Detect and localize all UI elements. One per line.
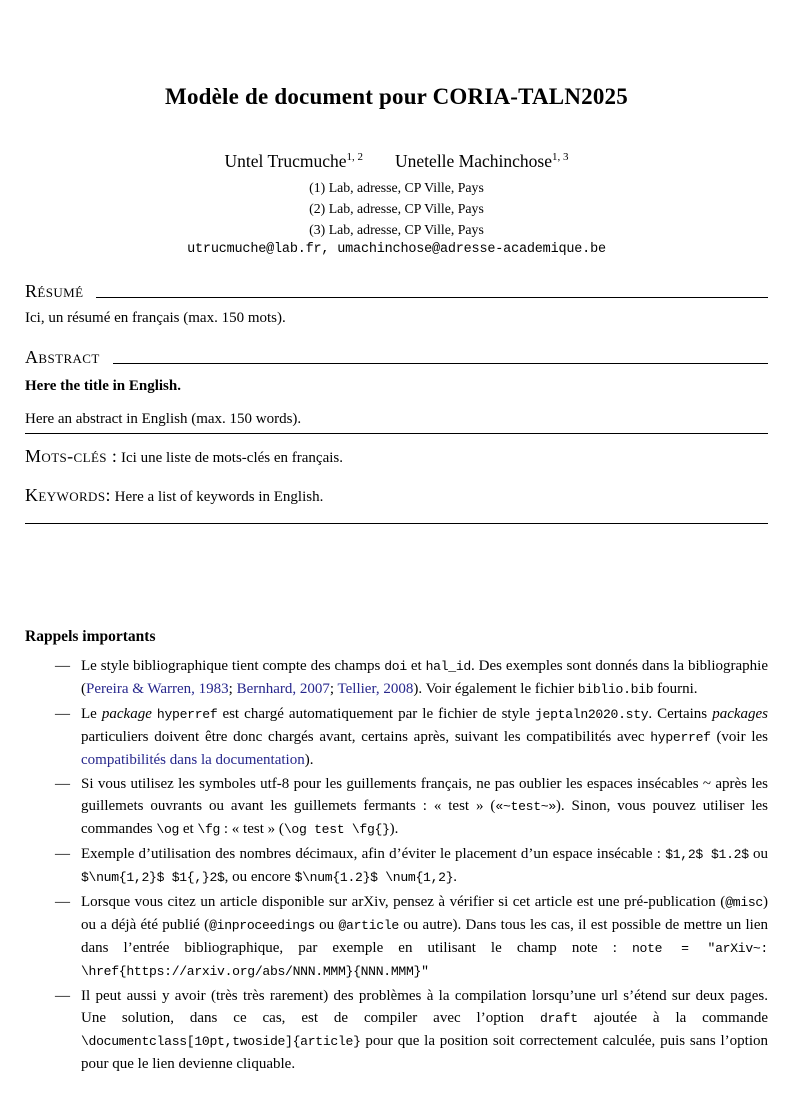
inline-code: \og test \fg{} <box>283 822 390 837</box>
text-segment: Le <box>81 706 102 722</box>
motscles-line <box>25 445 768 469</box>
text-segment: ). <box>304 752 314 768</box>
list-item <box>55 655 768 701</box>
hyperlink[interactable]: compatibilités dans la documentation <box>81 752 305 768</box>
text-segment: est chargé automatiquement par le fichier de style <box>217 706 535 722</box>
list-item <box>55 843 768 889</box>
item-text <box>81 843 768 889</box>
item-text <box>81 985 768 1075</box>
text-segment: (voir les <box>710 729 769 745</box>
affiliation-1: (1) Lab, adresse, CP Ville, Pays <box>309 180 484 195</box>
text-segment: Si vous utilisez les symboles utf-8 pour les guillements français, ne pas oublier les espaces insécables ~ après les guillemets ouvrants ou avant les guillemets fermants : « test » ( <box>81 776 768 814</box>
author-1-affiliation-marks: 1, 2 <box>346 151 364 164</box>
item-dash: — <box>55 706 70 722</box>
abstract-text: Here an abstract in English (max. 150 words). <box>25 409 768 434</box>
item-dash: — <box>55 894 70 910</box>
front-matter <box>25 281 768 524</box>
item-text <box>81 891 768 983</box>
abstract-header-row <box>25 347 768 367</box>
inline-code: jeptaln2020.sty <box>534 707 649 722</box>
inline-code: doi <box>384 659 407 674</box>
text-segment: ) ou a déjà été publié ( <box>81 894 768 933</box>
author-1 <box>225 151 364 171</box>
item-dash: — <box>55 846 70 862</box>
text-segment: ). <box>389 821 399 837</box>
inline-code: @article <box>338 918 399 933</box>
text-segment: Exemple d’utilisation des nombres décimaux, afin d’éviter le placement d’un espace insécable : <box>81 846 666 862</box>
item-dash: — <box>55 988 70 1004</box>
inline-code: $1,2$ $1.2$ <box>665 847 749 862</box>
abstract-rule <box>113 363 768 364</box>
english-title: Here the title in English. <box>25 378 181 394</box>
inline-code: $\num{1,2}$ $1{,}2$ <box>81 870 225 885</box>
text-segment: ). Sinon, vous pouvez utiliser les commandes <box>81 798 768 837</box>
citation-link[interactable]: Bernhard, 2007 <box>236 681 330 697</box>
resume-rule <box>96 297 768 298</box>
text-segment: ou autre). Dans tous les cas, il est possible de mettre un lien dans l’entrée bibliographique, par exemple en utilisant le champ note : <box>81 917 769 956</box>
text-segment: ajoutée à la commande <box>577 1010 768 1026</box>
text-segment: . Certains <box>648 706 713 722</box>
keywords-label: Keywords: <box>25 485 111 505</box>
author-2-name: Unetelle Machinchose <box>395 151 552 171</box>
text-segment: ; <box>329 681 338 697</box>
inline-code: $\num{1.2}$ \num{1,2} <box>294 870 454 885</box>
inline-code: \fg <box>197 822 221 837</box>
text-segment: ; <box>228 681 237 697</box>
list-item <box>55 891 768 983</box>
body-section <box>25 627 768 1075</box>
paper-title: Modèle de document pour CORIA-TALN2025 <box>165 84 628 109</box>
inline-code: draft <box>539 1011 578 1026</box>
text-segment: . <box>453 869 458 885</box>
rappels-list <box>25 655 768 1075</box>
authors-line <box>25 151 768 172</box>
resume-label: Résumé <box>25 281 84 301</box>
text-segment: et <box>179 821 198 837</box>
author-emails: utrucmuche@lab.fr, umachinchose@adresse-academique.be <box>187 242 606 257</box>
keywords-text: Here a list of keywords in English. <box>110 489 324 505</box>
inline-code: \og <box>156 822 180 837</box>
inline-code: note = "arXiv~: \href{https://arxiv.org/abs/NNN.MMM}{NNN.MMM}" <box>81 941 768 979</box>
inline-code: biblio.bib <box>577 682 654 697</box>
section-heading: Rappels importants <box>25 628 156 645</box>
motscles-label: Mots-clés : <box>25 446 118 466</box>
text-segment: et <box>406 658 426 674</box>
text-segment: fourni. <box>653 681 698 697</box>
author-2-affiliation-marks: 1, 3 <box>551 151 569 164</box>
text-segment: Le style bibliographique tient compte des champs <box>81 658 385 674</box>
resume-header-row <box>25 281 768 301</box>
affiliation-3: (3) Lab, adresse, CP Ville, Pays <box>309 222 484 237</box>
citation-link[interactable]: Tellier, 2008 <box>337 681 414 697</box>
author-2 <box>395 151 568 171</box>
inline-code: \documentclass[10pt,twoside]{article} <box>81 1034 361 1049</box>
text-segment: , ou encore <box>224 869 295 885</box>
affiliation-2: (2) Lab, adresse, CP Ville, Pays <box>309 201 484 216</box>
affiliations-block <box>25 177 768 240</box>
list-item <box>55 703 768 771</box>
item-text <box>81 773 768 841</box>
text-segment: ). Voir également le fichier <box>413 681 578 697</box>
inline-code: @misc <box>725 895 763 910</box>
text-segment: . Des exemples sont donnés dans la bibliographie ( <box>81 658 768 697</box>
inline-code: «~test~» <box>495 799 556 814</box>
text-segment: ou <box>748 846 769 862</box>
list-item <box>55 773 768 841</box>
inline-code: hal_id <box>425 659 471 674</box>
italic-text: package <box>101 706 152 722</box>
list-item <box>55 985 768 1075</box>
resume-text: Ici, un résumé en français (max. 150 mots). <box>25 310 286 326</box>
text-segment: pour que la position soit correctement calculée, puis sans l’option pour que le lien devienne cliquable. <box>81 1033 768 1072</box>
inline-code: hyperref <box>156 707 218 722</box>
inline-code: @inproceedings <box>209 918 315 933</box>
item-dash: — <box>55 776 70 792</box>
citation-link[interactable]: Pereira & Warren, 1983 <box>86 681 229 697</box>
frontmatter-bottom-rule <box>25 523 768 524</box>
text-segment: Il peut aussi y avoir (très très rarement) des problèmes à la compilation lorsqu’une url s’étend sur deux pages. Une solution, dans ce cas, est de compiler avec l’option <box>81 988 768 1026</box>
author-1-name: Untel Trucmuche <box>224 151 347 171</box>
motscles-text: Ici une liste de mots-clés en français. <box>117 450 343 466</box>
keywords-line <box>25 484 768 508</box>
item-dash: — <box>55 658 70 674</box>
inline-code: hyperref <box>650 730 711 745</box>
italic-text: packages <box>712 706 768 722</box>
text-segment: : « test » ( <box>220 821 284 837</box>
text-segment: Lorsque vous citez un article disponible sur arXiv, pensez à vérifier si cet article est une pré-publication ( <box>81 894 726 910</box>
item-text <box>81 703 768 771</box>
item-text <box>81 655 768 701</box>
text-segment: ou <box>314 917 339 933</box>
text-segment: particuliers doivent être donc chargés avant, certains après, suivant les compatibilités avec <box>81 729 651 745</box>
abstract-label: Abstract <box>25 347 100 367</box>
